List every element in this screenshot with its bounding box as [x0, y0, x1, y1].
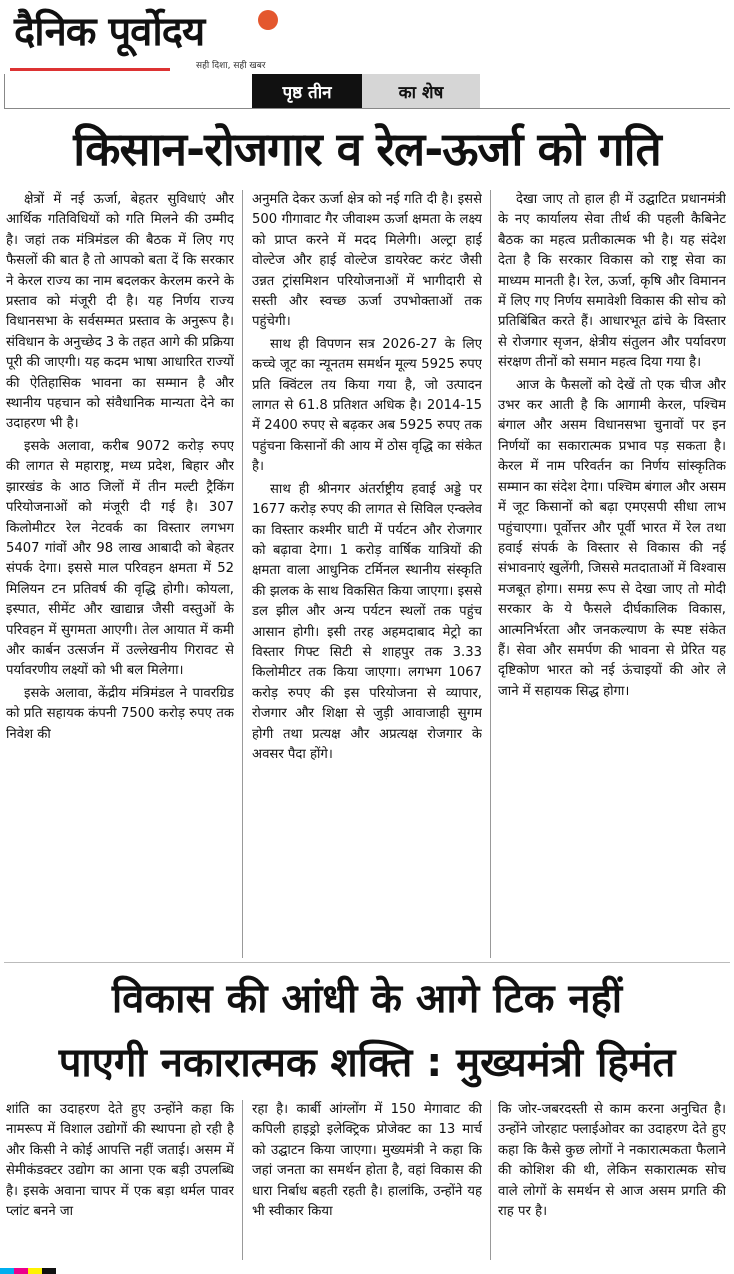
divider	[4, 74, 5, 108]
print-color-mark	[42, 1268, 56, 1274]
story1-column-1	[6, 190, 234, 960]
continuation-tab: का शेष	[362, 74, 480, 108]
page-label-tab: पृष्ठ तीन	[252, 74, 362, 108]
column-divider	[490, 1100, 491, 1260]
divider	[4, 962, 730, 963]
story1-column-3	[498, 190, 726, 960]
story2-column-1	[6, 1100, 234, 1260]
paragraph: साथ ही विपणन सत्र 2026-27 के लिए कच्चे जूट का न्यूनतम समर्थन मूल्य 5925 रुपए प्रति क्विंटल तय किया गया है, जो उत्पादन लागत से 61.8 प्रतिशत अधिक है। 2014-15 में 2400 रुपए से बढ़कर अब 5925 रुपए तक पहुंचना किसानों की आय में ठोस वृद्धि का संकेत है।	[252, 336, 482, 475]
column-divider	[490, 190, 491, 958]
print-color-mark	[28, 1268, 42, 1274]
paragraph: शांति का उदाहरण देते हुए उन्होंने कहा कि नामरूप में विशाल उद्योगों की स्थापना हो रही है और किसी ने कोई आपत्ति नहीं जताई। असम में सेमीकंडक्टर उद्योग का आना एक बड़ी उपलब्धि है। इसके अवाना चापर में एक बड़ा थर्मल पावर प्लांट बनने जा	[6, 1102, 234, 1220]
story2-headline-line1: विकास की आंधी के आगे टिक नहीं	[111, 976, 623, 1022]
paragraph: इसके अलावा, केंद्रीय मंत्रिमंडल ने पावरग्रिड को प्रति सहायक कंपनी 7500 करोड़ रुपए तक निवेश की	[6, 685, 234, 742]
story2-headline-line2: पाएगी नकारात्मक शक्ति : मुख्यमंत्री हिमंत	[58, 1040, 676, 1086]
column-divider	[242, 190, 243, 958]
masthead	[0, 0, 734, 78]
masthead-rule	[10, 68, 170, 71]
tagline: सही दिशा, सही खबर	[196, 61, 266, 71]
paragraph: साथ ही श्रीनगर अंतर्राष्ट्रीय हवाई अड्डे पर 1677 करोड़ रुपए की लागत से सिविल एन्क्लेव का विस्तार कश्मीर घाटी में पर्यटन और रोजगार को बढ़ावा देगा। 1 करोड़ वार्षिक यात्रियों की क्षमता वाला आधुनिक टर्मिनल स्थानीय संस्कृति की झलक के साथ विकसित किया जाएगा। इससे डल झील और अन्य पर्यटन स्थलों तक पहुंच आसान होगी। इसी तरह अहमदाबाद मेट्रो का विस्तार गिफ्ट सिटी से शाहपुर तक 3.33 किलोमीटर तक किया जाएगा। लगभग 1067 करोड़ रुपए की इस परियोजना से व्यापार, रोजगार और शिक्षा से जुड़ी आवाजाही सुगम होगी तथा प्रत्यक्ष और अप्रत्यक्ष रोजगार के अवसर पैदा होंगे।	[252, 481, 482, 762]
divider	[4, 108, 730, 109]
paragraph: आज के फैसलों को देखें तो एक चीज और उभर कर आती है कि आगामी केरल, पश्चिम बंगाल और असम विधानसभा चुनावों पर इन निर्णयों का सकारात्मक प्रभाव पड़ सकता है। केरल में नाम परिवर्तन का निर्णय सांस्कृतिक सम्मान का संदेश देगा। पश्चिम बंगाल और असम में जूट किसानों को बढ़ा एमएसपी सीधा लाभ पहुंचाएगा। पूर्वोत्तर और पूर्वी भारत में रेल तथा हवाई संपर्क के विस्तार से विकास की नई संभावनाएं खुलेंगी, जिससे मतदाताओं में विश्वास मजबूत होगा। समग्र रूप से देखा जाए तो मोदी सरकार के ये फैसले दीर्घकालिक विकास, आत्मनिर्भरता और जनकल्याण के स्पष्ट संकेत हैं। सेवा और समर्पण की भावना से प्रेरित यह दृष्टिकोण भारत को नई ऊंचाइयों की ओर ले जाने में सहायक सिद्ध होगा।	[498, 377, 726, 699]
paragraph: रहा है। कार्बी आंग्लोंग में 150 मेगावाट की कपिली हाइड्रो इलेक्ट्रिक प्रोजेक्ट का 13 मार्च को उद्घाटन किया जाएगा। मुख्यमंत्री ने कहा कि जहां जनता का समर्थन होता है, वहां विकास की धारा निर्बाध बहती रहती है। हालांकि, उन्होंने यह भी स्वीकार किया	[252, 1102, 482, 1220]
print-color-mark	[14, 1268, 28, 1274]
story2-column-3	[498, 1100, 726, 1260]
story2-column-2	[252, 1100, 482, 1260]
story1-headline: किसान-रोजगार व रेल-ऊर्जा को गति	[73, 122, 661, 176]
paragraph: क्षेत्रों में नई ऊर्जा, बेहतर सुविधाएं और आर्थिक गतिविधियों को गति मिलने की उम्मीद है। जहां तक मंत्रिमंडल की बैठक में लिए गए फैसलों की बात है तो आपको बता दें कि सरकार ने केरल राज्य का नाम बदलकर केरलम करने के प्रस्ताव को मंजूरी दी है। यह निर्णय राज्य विधानसभा के सर्वसम्मत प्रस्ताव के अनुरूप है। संविधान के अनुच्छेद 3 के तहत आगे की प्रक्रिया पूरी की जाएगी। यह कदम भाषा आधारित राज्यों की ऐतिहासिक भावना का सम्मान है और स्थानीय पहचान को संवैधानिक मान्यता देने का उदाहरण भी है।	[6, 192, 234, 432]
paragraph: इसके अलावा, करीब 9072 करोड़ रुपए की लागत से महाराष्ट्र, मध्य प्रदेश, बिहार और झारखंड के आठ जिलों में तीन मल्टी ट्रैकिंग परियोजनाओं को मंजूरी दी गई है। 307 किलोमीटर रेल नेटवर्क का विस्तार लगभग 5407 गांवों और 98 लाख आबादी को बेहतर संपर्क देगा। इससे माल परिवहन क्षमता में 52 मिलियन टन प्रतिवर्ष की वृद्धि होगी। कोयला, इस्पात, सीमेंट और खाद्यान्न जैसी वस्तुओं के परिवहन में सुगमता आएगी। तेल आयात में कमी और कार्बन उत्सर्जन में उल्लेखनीय गिरावट से पर्यावरणीय लक्ष्यों को भी बल मिलेगा।	[6, 438, 234, 679]
column-divider	[242, 1100, 243, 1260]
story1-column-2	[252, 190, 482, 960]
paragraph: देखा जाए तो हाल ही में उद्घाटित प्रधानमंत्री के नए कार्यालय सेवा तीर्थ की पहली कैबिनेट बैठक का महत्व प्रतीकात्मक भी है। यह संदेश देता है कि सरकार विकास को राष्ट्र सेवा का माध्यम मानती है। रेल, ऊर्जा, कृषि और विमानन में लिए गए निर्णय समावेशी विकास की सोच को प्रतिबिंबित करते हैं। आधारभूत ढांचे के विस्तार से रोजगार सृजन, क्षेत्रीय संतुलन और पर्यावरण संरक्षण तीनों को समान महत्व दिया गया है।	[498, 192, 726, 371]
print-color-mark	[0, 1268, 14, 1274]
newspaper-logo: दैनिक पूर्वोदय	[14, 9, 205, 55]
paragraph: कि जोर-जबरदस्ती से काम करना अनुचित है। उन्होंने जोरहाट फ्लाईओवर का उदाहरण देते हुए कहा कि कैसे कुछ लोगों ने नकारात्मकता फैलाने की कोशिश की थी, लेकिन सकारात्मक सोच वाले लोगों के समर्थन से आज असम प्रगति की राह पर है।	[498, 1102, 726, 1220]
sun-icon	[258, 10, 278, 30]
paragraph: अनुमति देकर ऊर्जा क्षेत्र को नई गति दी है। इससे 500 गीगावाट गैर जीवाश्म ऊर्जा क्षमता के लक्ष्य को प्राप्त करने में मदद मिलेगी। अल्ट्रा हाई वोल्टेज और हाई वोल्टेज डायरेक्ट करंट जैसी उन्नत ट्रांसमिशन परियोजनाओं में भागीदारी से सस्ती और स्वच्छ ऊर्जा उपभोक्ताओं तक पहुंचेगी।	[252, 192, 482, 330]
